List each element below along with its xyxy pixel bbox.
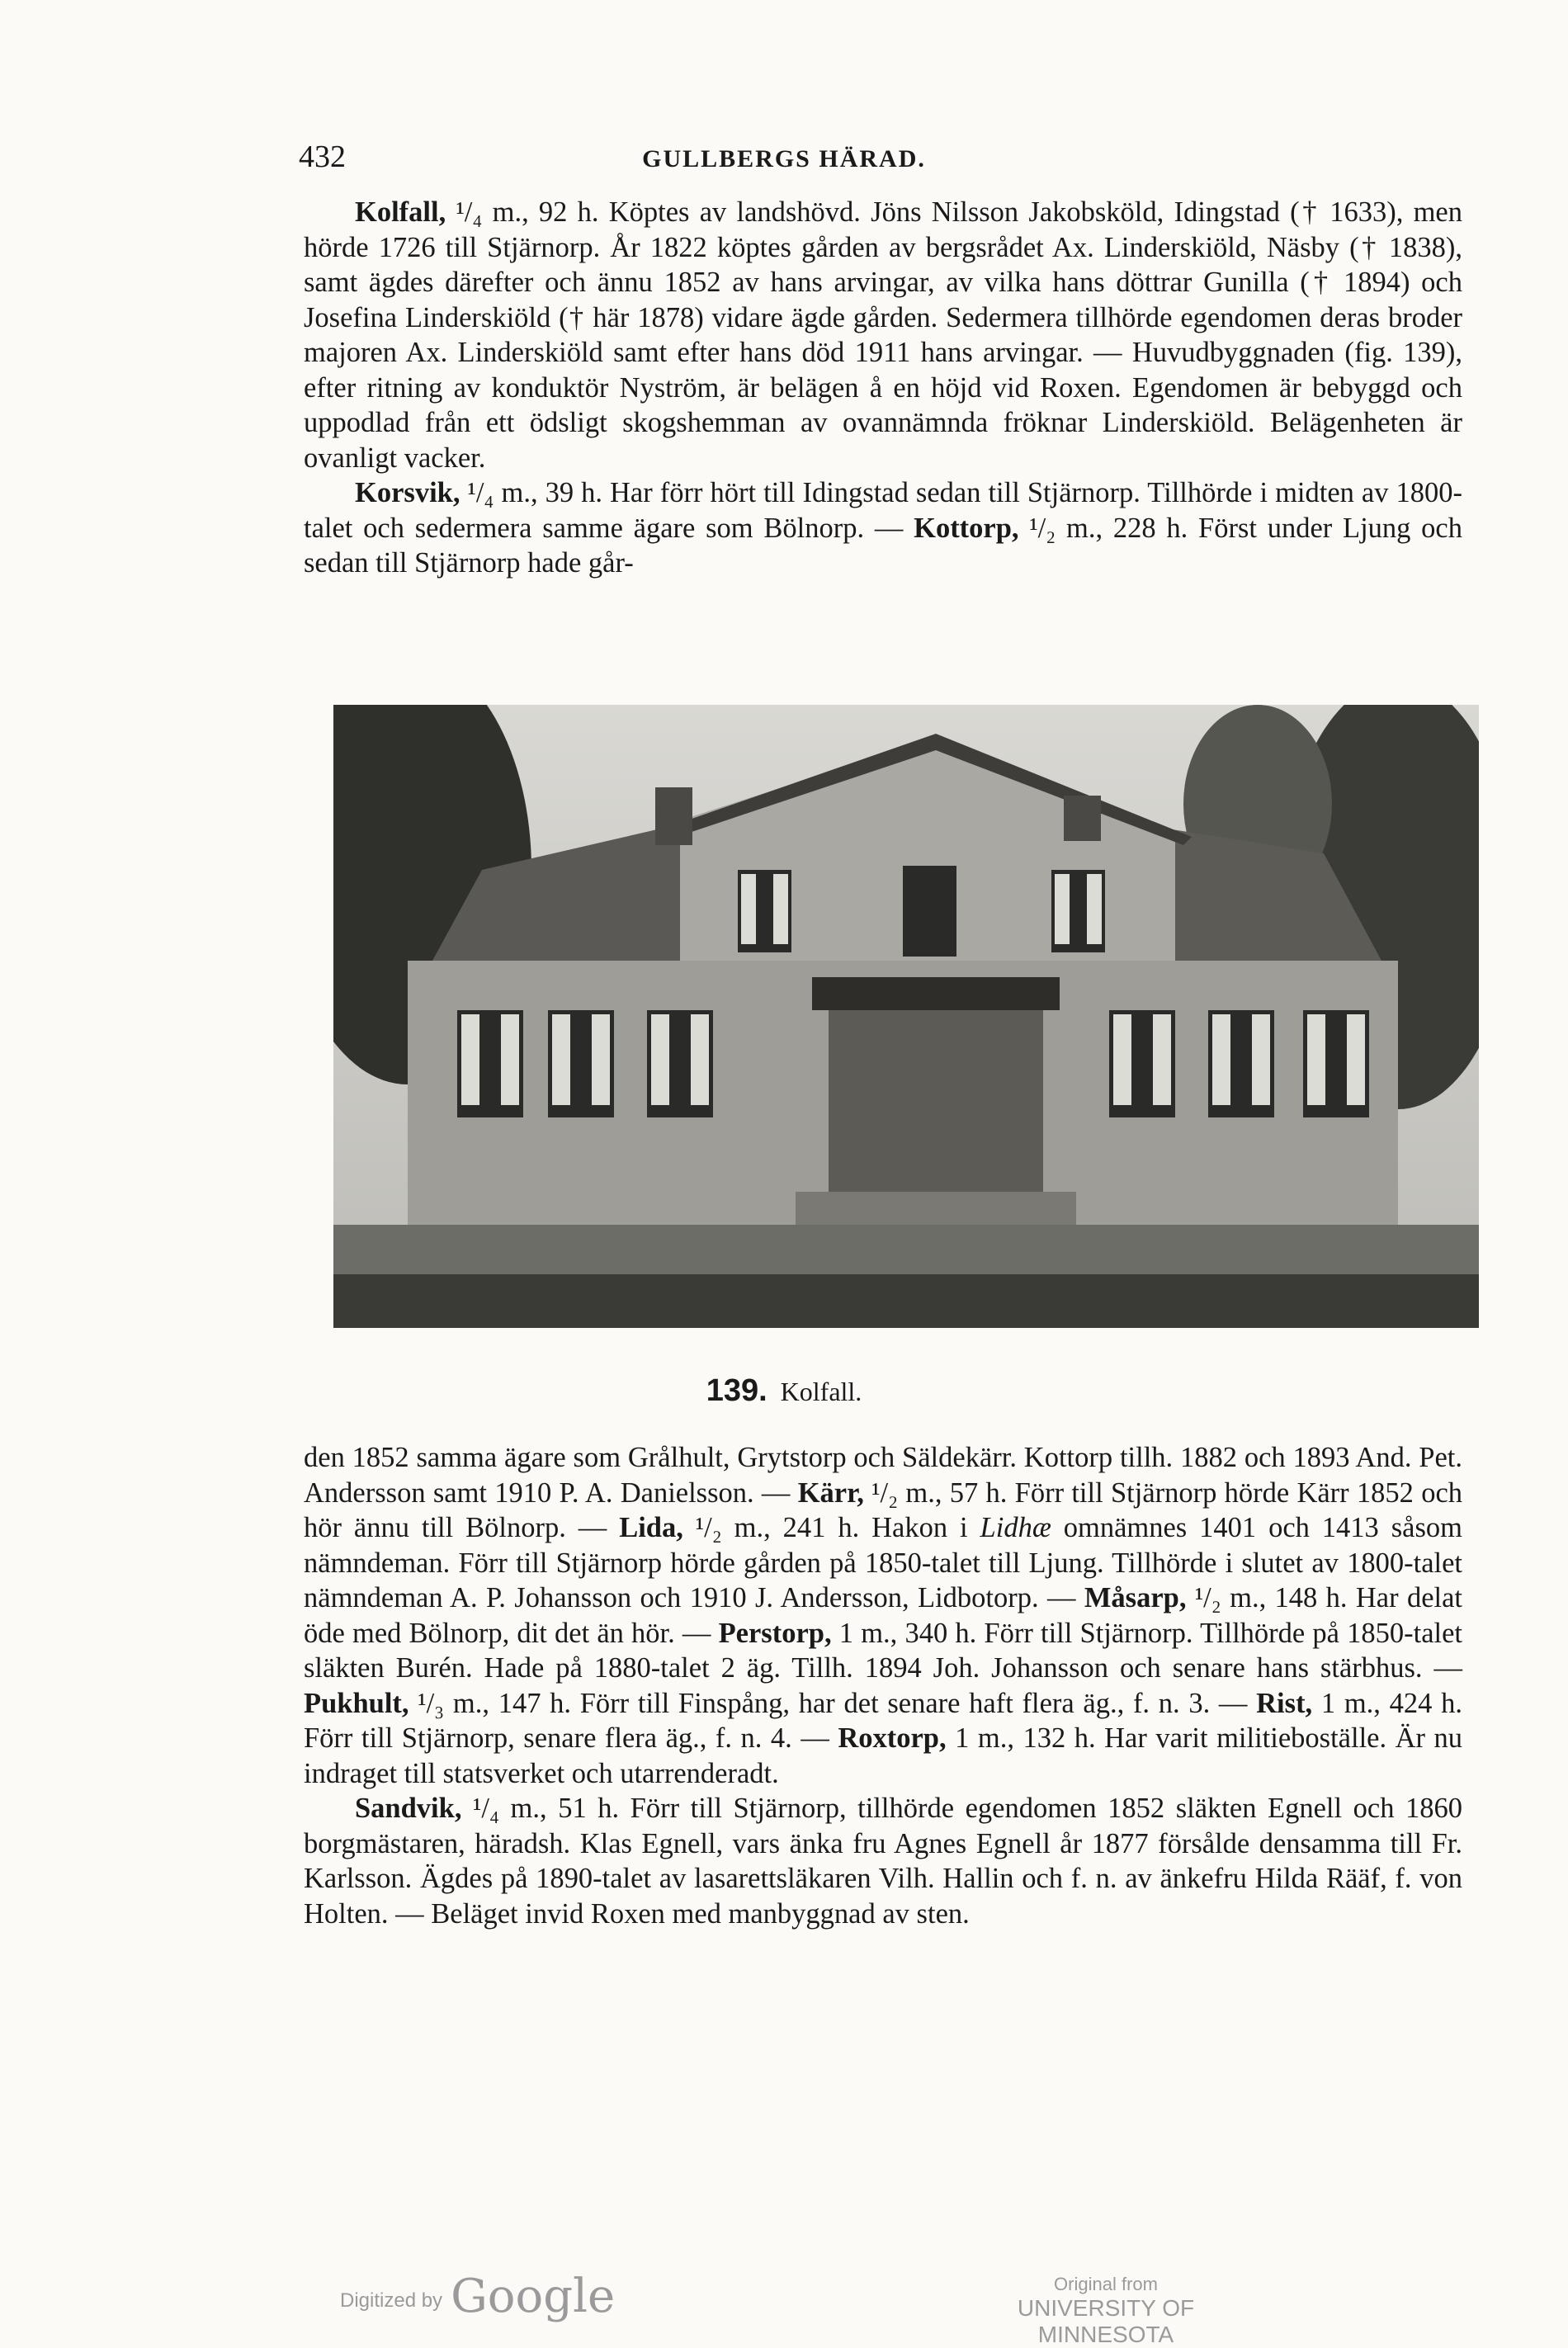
source-library xyxy=(957,2274,1254,2348)
figure-caption-text: Kolfall. xyxy=(780,1377,862,1406)
page-number: 432 xyxy=(299,139,346,174)
paragraph-sandvik xyxy=(304,1791,1462,1931)
text-segment: omnämnes 1401 och 1413 såsom nämndeman. Förr till Stjärnorp hörde gården på 1850-talet till Ljung. Tillhörde i slutet av 1800-talet nämndeman A. P. Johansson och 1910 J. Andersson, Lidbotorp. — xyxy=(304,1512,1462,1613)
original-from-label: Original from xyxy=(1054,2274,1158,2294)
paragraph-kolfall xyxy=(304,195,1462,475)
text-segment: Lida, xyxy=(619,1512,696,1543)
text-segment: ¹/₄ m., 39 h. Har förr hört till Idingstad sedan till Stjärnorp. Tillhörde i midten av 1800-talet och sedermera samme ägare som Bölnorp. — xyxy=(304,477,1462,544)
running-title: GULLBERGS HÄRAD. xyxy=(642,145,926,172)
text-segment: 1 m., 424 h. Förr till Stjärnorp, senare flera äg., f. n. 4. — xyxy=(304,1687,1462,1754)
photo-kolfall-house xyxy=(333,705,1479,1328)
text-segment: ¹/₂ m., 241 h. Hakon i xyxy=(695,1512,980,1543)
figure-number: 139. xyxy=(706,1373,767,1408)
top-text xyxy=(304,195,1462,581)
text-segment: Kottorp, xyxy=(914,512,1030,544)
text-segment: Rist, xyxy=(1256,1687,1321,1719)
text-segment: Roxtorp, xyxy=(838,1722,956,1754)
text-segment: ¹/₄ m., 51 h. Förr till Stjärnorp, tillhörde egendomen 1852 släkten Egnell och 1860 borgmästaren, häradsh. Klas Egnell, vars änka fru Agnes Egnell år 1877 försålde densamma till Fr. Karlsson. Ägdes på 1890-talet av lasarettsläkaren Vilh. Hallin och f. n. av änkefru Hilda Rääf, f. von Holten. — Beläget invid Roxen med manbyggnad av sten. xyxy=(304,1793,1463,1930)
digitized-by-google xyxy=(340,2270,615,2323)
text-segment: Måsarp, xyxy=(1084,1582,1195,1613)
google-logo: Google xyxy=(451,2270,616,2323)
text-segment: ¹/₂ m., 57 h. Förr till Stjärnorp hörde Kärr 1852 och hör ännu till Bölnorp. — xyxy=(304,1476,1463,1543)
text-segment: Kärr, xyxy=(797,1476,872,1509)
paragraph-korsvik xyxy=(304,475,1462,581)
figure-caption xyxy=(0,1373,1568,1409)
text-segment: Pukhult, xyxy=(304,1687,418,1719)
text-segment: Perstorp, xyxy=(718,1617,839,1649)
text-segment: ¹/₂ m., 148 h. Har delat öde med Bölnorp, dit det än hör. — xyxy=(304,1582,1462,1649)
digitized-label: Digitized by xyxy=(340,2289,443,2312)
university-name: UNIVERSITY OF MINNESOTA xyxy=(1017,2295,1195,2347)
text-segment: den 1852 samma ägare som Grålhult, Grytstorp och Säldekärr. Kottorp tillh. 1882 och 1893 And. Pet. Andersson samt 1910 P. A. Danielsson. — xyxy=(304,1442,1462,1509)
text-segment: ¹/₄ m., 92 h. Köptes av landshövd. Jöns Nilsson Jakobsköld, Idingstad († 1633), men hörde 1726 till Stjärnorp. År 1822 köptes gården av bergsrådet Ax. Linderskiöld, Näsby († 1838), samt ägdes därefter och ännu 1852 av hans arvingar, av vilka hans döttrar Gunilla († 1894) och Josefina Linderskiöld († här 1878) vidare ägde gården. Sedermera tillhörde egendomen deras broder majoren Ax. Linderskiöld samt efter hans död 1911 hans arvingar. — Huvudbyggnaden (fig. 139), efter ritning av konduktör Nyström, är belägen å en höjd vid Roxen. Egendomen är bebyggd och uppodlad från ett ödsligt skogshemman av ovannämnda fröknar Linderskiöld. Belägenheten är ovanligt vacker. xyxy=(304,196,1462,474)
paragraph-kottorp-cont xyxy=(304,1440,1462,1791)
text-segment: Lidhæ xyxy=(980,1512,1051,1543)
text-segment: 1 m., 340 h. Förr till Stjärnorp. Tillhörde på 1850-talet släkten Burén. Hade på 1880-talet 2 äg. Tillh. 1894 Joh. Johansson och senare hans stärbhus. — xyxy=(304,1617,1463,1684)
text-segment: Korsvik, xyxy=(355,477,468,508)
text-segment: 1 m., 132 h. Har varit militieboställe. Är nu indraget till statsverket och utarrenderadt. xyxy=(304,1722,1463,1789)
text-segment: Kolfall, xyxy=(355,196,456,228)
bottom-text xyxy=(304,1440,1462,1931)
text-segment: Sandvik, xyxy=(355,1793,474,1824)
text-segment: ¹/₃ m., 147 h. Förr till Finspång, har det senare haft flera äg., f. n. 3. — xyxy=(418,1687,1257,1719)
text-segment: ¹/₂ m., 228 h. Först under Ljung och sedan till Stjärnorp hade går- xyxy=(304,512,1462,579)
